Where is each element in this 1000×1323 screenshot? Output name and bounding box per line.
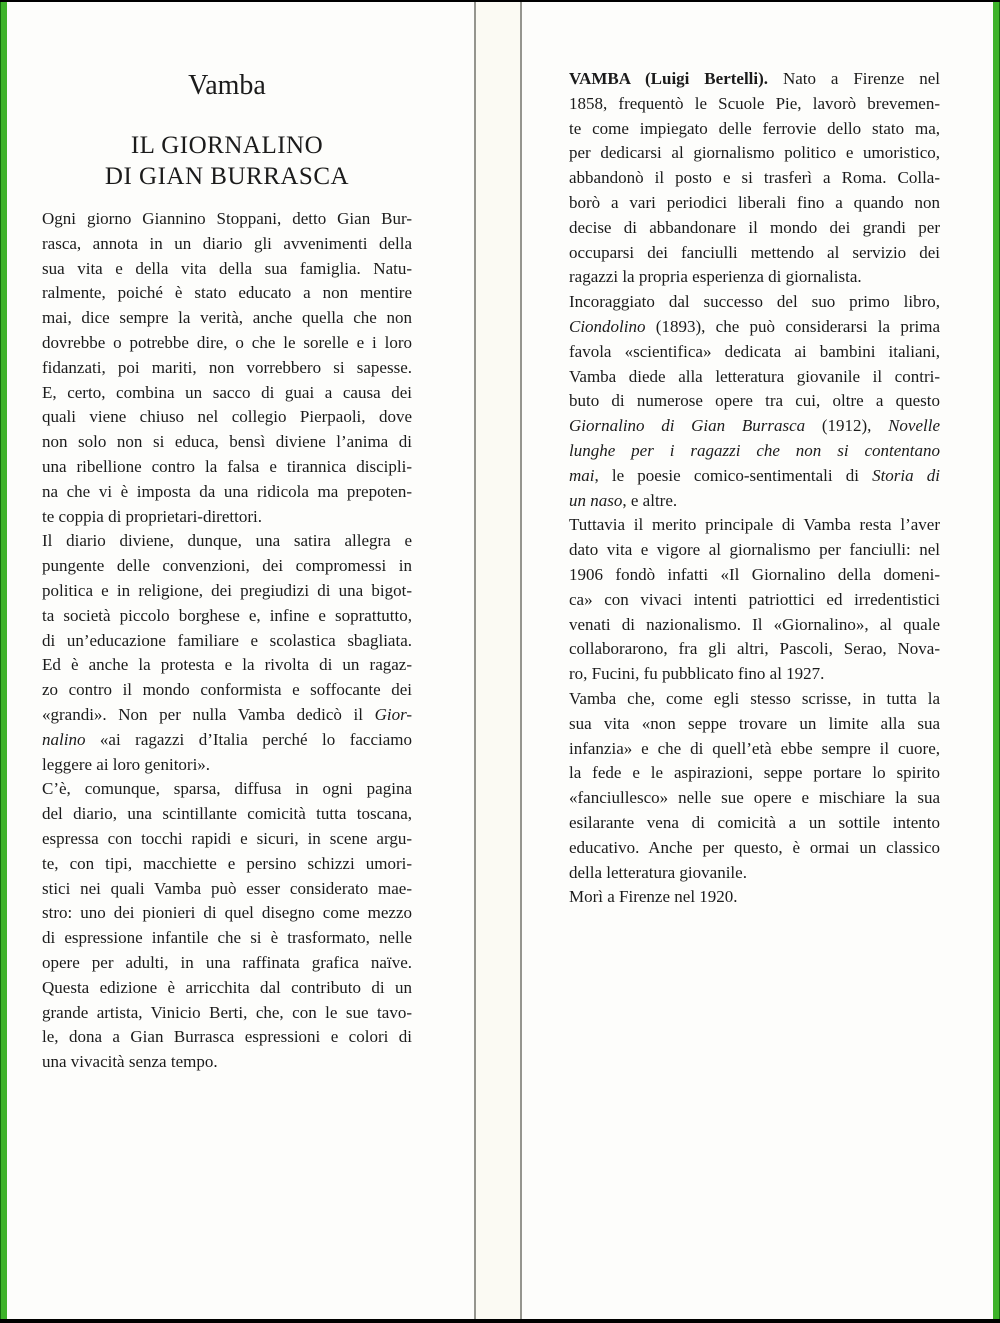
text-line: Incoraggiato dal successo del suo primo libro, — [569, 292, 940, 312]
author-heading: Vamba — [188, 70, 266, 101]
text-line: te come impiegato delle ferrovie dello stato ma, — [569, 118, 940, 138]
text-line: del diario, una scintillante comicità tutta toscana, — [42, 804, 412, 824]
text-line: Vamba diede alla letteratura giovanile il contri- — [569, 366, 940, 386]
text-line: 1858, frequentò le Scuole Pie, lavorò brevemen- — [569, 93, 940, 113]
text-line: ralmente, poiché è stato educato a non mentire — [42, 283, 412, 303]
text-line: Questa edizione è arricchita dal contributo di un — [42, 977, 412, 997]
text-line: Morì a Firenze nel 1920. — [569, 887, 738, 907]
text-line: favola «scientifica» dedicata ai bambini italiani, — [569, 341, 940, 361]
text-line: leggere ai loro genitori». — [42, 754, 211, 774]
right-page-text — [569, 67, 940, 910]
text-line: politica e in religione, dei pregiudizi di una bigot- — [42, 580, 412, 600]
text-line: mai, le poesie comico-sentimentali di Storia di — [569, 465, 940, 485]
frame-black-top — [0, 0, 1000, 2]
text-line: esilarante vena di comicità a un sottile intento — [569, 812, 940, 832]
text-line: Ciondolino (1893), che può considerarsi la prima — [569, 316, 940, 336]
text-line: Ogni giorno Giannino Stoppani, detto Gian Bur- — [42, 209, 412, 228]
text-line: 1906 fondò infatti «Il Giornalino della domeni- — [569, 564, 940, 584]
text-line: decise di abbandonare il mondo dei grandi per — [569, 217, 940, 237]
text-line: C’è, comunque, sparsa, diffusa in ogni pagina — [42, 779, 412, 799]
paragraph — [42, 207, 412, 529]
text-line: grande artista, Vinicio Berti, che, con le sue tavo- — [42, 1002, 412, 1022]
text-line: una vivacità senza tempo. — [42, 1052, 218, 1072]
text-line: te coppia di proprietari-direttori. — [42, 506, 262, 526]
paragraph — [42, 777, 412, 1075]
text-line: Giornalino di Gian Burrasca (1912), Novelle — [569, 416, 940, 436]
text-line: stro: uno dei pionieri di quel disegno come mezzo — [42, 903, 412, 923]
text-line: lunghe per i ragazzi che non si contentano — [569, 440, 940, 460]
text-line: dato vita e vigore al giornalismo per fanciulli: nel — [569, 540, 940, 560]
text-line: Tuttavia il merito principale di Vamba resta l’aver — [569, 515, 940, 535]
text-line: VAMBA (Luigi Bertelli). Nato a Firenze nel — [569, 69, 940, 88]
text-line: pungente delle convenzioni, dei compromessi in — [42, 556, 412, 576]
text-line: dovrebbe o potrebbe dire, o che le sorelle e i loro — [42, 332, 412, 352]
text-line: educativo. Anche per questo, è ormai un classico — [569, 837, 940, 857]
text-line: buto di numerose opere tra cui, oltre a questo — [569, 391, 940, 411]
text-line: ca» con vivaci intenti patriottici ed irredentistici — [569, 589, 940, 609]
text-line: stici nei quali Vamba può esser considerato mae- — [42, 878, 412, 898]
text-line: espressa con tocchi rapidi e sicuri, in scene argu- — [42, 828, 412, 848]
paragraph — [569, 885, 940, 910]
text-line: la fede e le aspirazioni, seppe portare lo spirito — [569, 763, 940, 783]
text-line: per dedicarsi al giornalismo politico e umoristico, — [569, 143, 940, 163]
text-line: sua vita «non seppe trovare un limite alla sua — [569, 713, 940, 733]
text-line: opere per adulti, in una raffinata grafica naïve. — [42, 952, 412, 972]
text-line: E, certo, combina un sacco di guai a causa dei — [42, 382, 412, 402]
text-line: te, con tipi, macchiette e persino schizzi umori- — [42, 853, 412, 873]
paragraph — [42, 529, 412, 777]
book-title-line1: IL GIORNALINO — [130, 132, 324, 159]
text-line: abbandonò il posto e si trasferì a Roma. Colla- — [569, 168, 940, 188]
text-line: della letteratura giovanile. — [569, 862, 747, 882]
text-line: rasca, annota in un diario gli avvenimenti della — [42, 233, 412, 253]
frame-black-bottom — [0, 1319, 1000, 1323]
frame-green-right — [993, 0, 1000, 1323]
text-line: collaborarono, fra gli altri, Pascoli, Serao, Nova- — [569, 639, 940, 659]
text-line: Ed è anche la protesta e la rivolta di un ragaz- — [42, 655, 412, 675]
text-line: le, dona a Gian Burrasca espressioni e colori di — [42, 1027, 412, 1047]
text-line: di un’educazione familiare e scolastica sbagliata. — [42, 630, 412, 650]
text-line: una ribellione contro la falsa e tirannica discipli- — [42, 456, 412, 476]
text-line: ragazzi la propria esperienza di giornalista. — [569, 267, 862, 287]
text-line: di espressione infantile che si è trasformato, nelle — [42, 928, 412, 948]
paragraph — [569, 513, 940, 687]
text-line: fidanzati, poi mariti, non vorrebbero si sapesse. — [42, 357, 412, 377]
text-line: un naso, e altre. — [569, 490, 678, 510]
text-line: mai, dice sempre la verità, anche quella che non — [42, 308, 412, 328]
book-title — [42, 130, 412, 192]
text-line: sua vita e della vita della sua famiglia. Natu- — [42, 258, 412, 278]
left-page-text — [42, 207, 412, 1075]
text-line: zo contro il mondo conformista e soffocante dei — [42, 680, 412, 700]
text-line: infanzia» e che di quell’età ebbe sempre il cuore, — [569, 738, 940, 758]
text-line: na che vi è imposta da una ridicola ma prepoten- — [42, 481, 412, 501]
text-line: venati di nazionalismo. Il «Giornalino», al quale — [569, 614, 940, 634]
text-line: quali viene chiuso nel collegio Pierpaoli, dove — [42, 407, 412, 427]
text-line: Vamba che, come egli stesso scrisse, in tutta la — [569, 688, 940, 708]
paragraph — [569, 290, 940, 513]
text-line: Il diario diviene, dunque, una satira allegra e — [42, 531, 412, 551]
text-line: ro, Fucini, fu pubblicato fino al 1927. — [569, 664, 825, 684]
text-line: ta società piccolo borghese e, infine e soprattutto, — [42, 605, 412, 625]
text-line: «grandi». Non per nulla Vamba dedicò il Gior- — [42, 704, 412, 724]
text-line: borò a vari periodici liberali fino a quando non — [569, 192, 940, 212]
paragraph — [569, 67, 940, 290]
page-gutter-fold — [474, 2, 522, 1319]
text-line: nalino «ai ragazzi d’Italia perché lo facciamo — [42, 729, 412, 749]
text-line: «fanciullesco» nelle sue opere e mischiare la sua — [569, 788, 940, 808]
book-title-line2: DI GIAN BURRASCA — [104, 163, 350, 190]
paragraph — [569, 687, 940, 885]
text-line: non solo non si educa, bensì diviene l’anima di — [42, 432, 412, 452]
frame-green-left — [0, 0, 7, 1323]
text-line: occuparsi dei fanciulli mettendo al servizio dei — [569, 242, 940, 262]
